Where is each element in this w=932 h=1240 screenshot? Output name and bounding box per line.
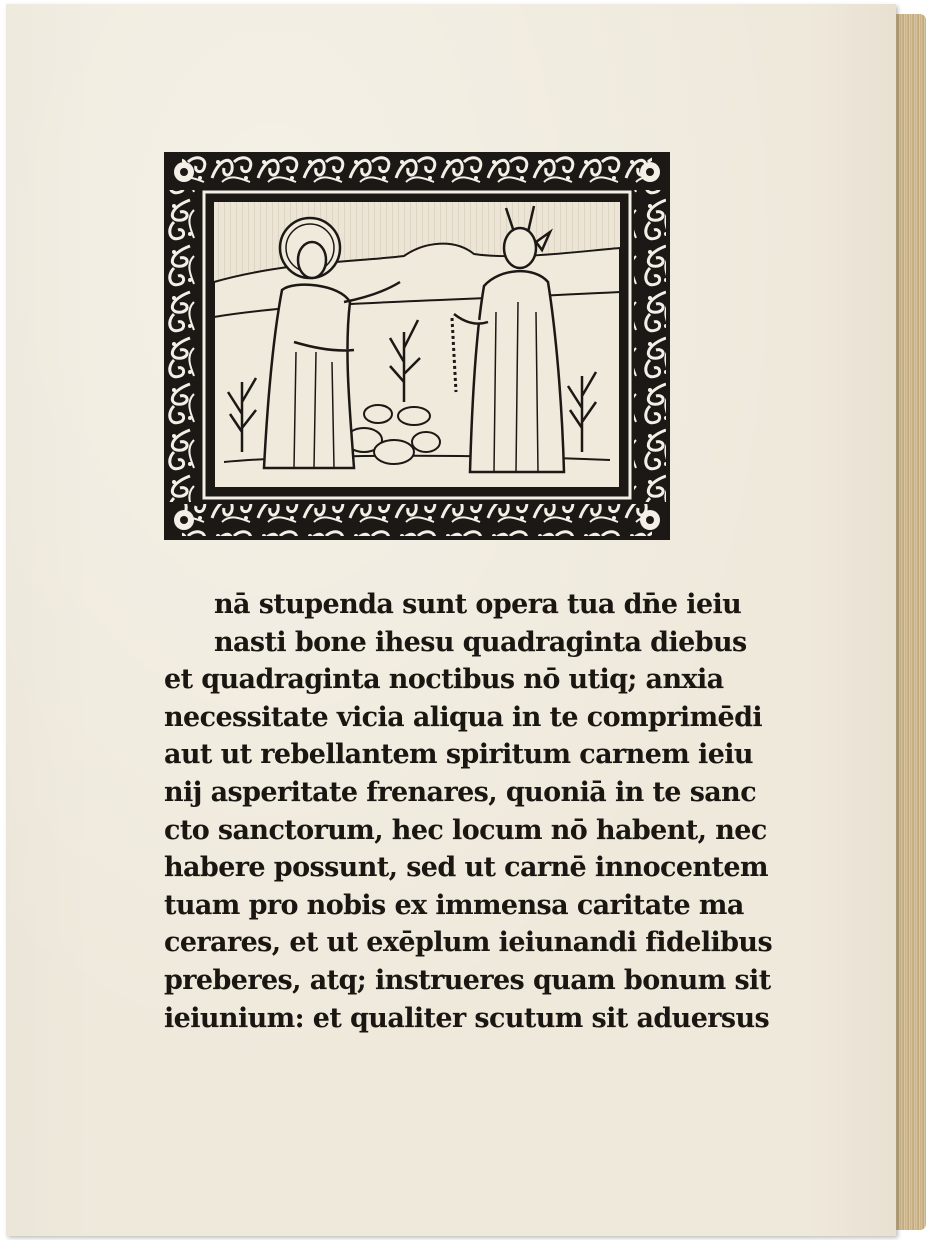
text-line-9: tuam pro nobis ex immensa caritate ma bbox=[164, 889, 744, 921]
text-line-8: habere possunt, sed ut carnē innocentem bbox=[164, 852, 768, 884]
text-line-11: preberes, atq; instrueres quam bonum sit bbox=[164, 964, 771, 996]
text-line-12: ieiunium: et qualiter scutum sit aduersus bbox=[164, 1002, 770, 1034]
text-line-5: aut ut rebellantem spiritum carnem ieiu bbox=[164, 739, 753, 771]
text-line-10: cerares, et ut exēplum ieiunandi fidelibus bbox=[164, 927, 773, 959]
text-line-3: et quadraginta noctibus nō utiq; anxia bbox=[164, 664, 724, 696]
text-line-6: nij asperitate frenares, quoniā in te sanc bbox=[164, 776, 757, 808]
book-page bbox=[6, 4, 896, 1236]
text-line-7: cto sanctorum, hec locum nō habent, nec bbox=[164, 814, 767, 846]
show-through-mark bbox=[536, 74, 656, 88]
text-line-2: nasti bone ihesu quadraginta diebus bbox=[214, 626, 747, 658]
text-line-1: nā stupenda sunt opera tua dn̄e ieiu bbox=[214, 589, 742, 620]
woodcut-illustration bbox=[164, 152, 670, 540]
printed-text-block bbox=[164, 586, 773, 1037]
woodcut-drawing bbox=[164, 152, 670, 540]
text-line-4: necessitate vicia aliqua in te comprimēdi bbox=[164, 701, 763, 733]
